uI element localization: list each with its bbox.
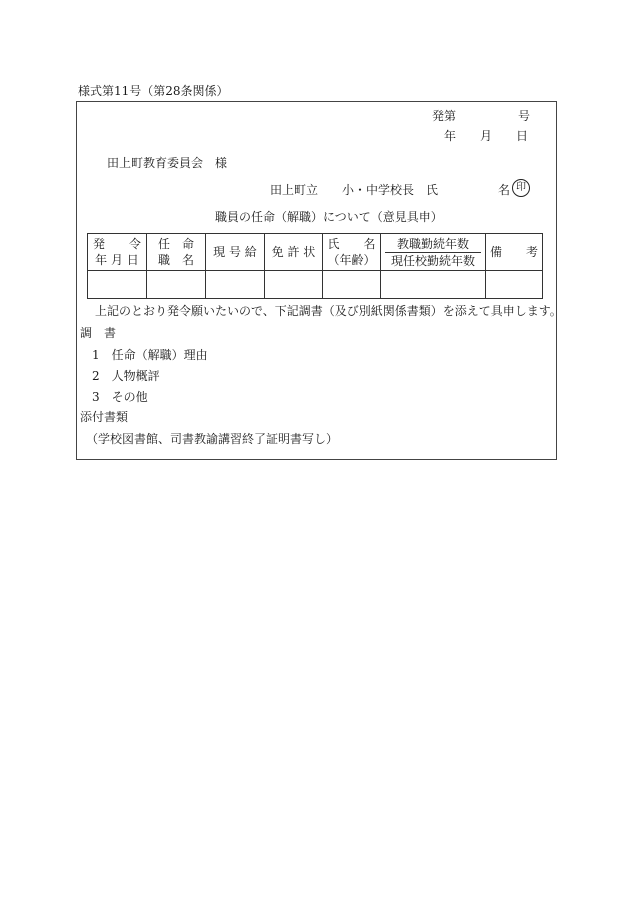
- date-line: [444, 130, 528, 142]
- seal-mark: 印: [512, 179, 530, 197]
- issue-number-line: [432, 109, 531, 123]
- addressee: 田上町教育委員会 様: [107, 156, 228, 170]
- header-issue-date: 発 令 年 月 日: [88, 234, 147, 271]
- header-remarks: 備 考: [486, 234, 543, 271]
- cell-appointment-title[interactable]: [147, 271, 206, 299]
- date-day: 日: [516, 129, 529, 143]
- cell-service-years[interactable]: [381, 271, 486, 299]
- statement-text: 上記のとおり発令願いたいので、下記調書（及び別紙関係書類）を添えて具申します。: [95, 304, 562, 318]
- issue-prefix: 発第: [432, 109, 457, 123]
- report-heading: 調 書: [80, 326, 117, 340]
- header-salary-grade: 現 号 給: [206, 234, 265, 271]
- form-number-label: 様式第11号（第28条関係）: [78, 84, 229, 98]
- attachments-heading: 添付書類: [80, 410, 129, 424]
- cell-name-age[interactable]: [323, 271, 381, 299]
- list-item: 1 任命（解職）理由: [92, 348, 208, 362]
- header-license: 免 許 状: [265, 234, 323, 271]
- cell-license[interactable]: [265, 271, 323, 299]
- header-name-age: 氏 名 （年齢）: [323, 234, 381, 271]
- list-item: 3 その他: [92, 390, 148, 404]
- date-month: 月: [480, 129, 493, 143]
- header-service-years: 教職勤続年数 現任校勤続年数: [381, 234, 486, 271]
- date-year: 年: [444, 129, 457, 143]
- list-item: 2 人物概評: [92, 369, 160, 383]
- personnel-table: [87, 233, 543, 299]
- attachments-note: （学校図書館、司書教諭講習終了証明書写し）: [86, 432, 339, 446]
- header-appointment-title: 任 命 職 名: [147, 234, 206, 271]
- cell-issue-date[interactable]: [88, 271, 147, 299]
- table-row: [88, 271, 543, 299]
- cell-salary-grade[interactable]: [206, 271, 265, 299]
- cell-remarks[interactable]: [486, 271, 543, 299]
- document-subject: 職員の任命（解職）について（意見具申）: [215, 210, 443, 224]
- table-header-row: [88, 234, 543, 271]
- sender-line: 田上町立 小・中学校長 氏 名: [270, 183, 511, 197]
- issue-suffix: 号: [518, 109, 531, 123]
